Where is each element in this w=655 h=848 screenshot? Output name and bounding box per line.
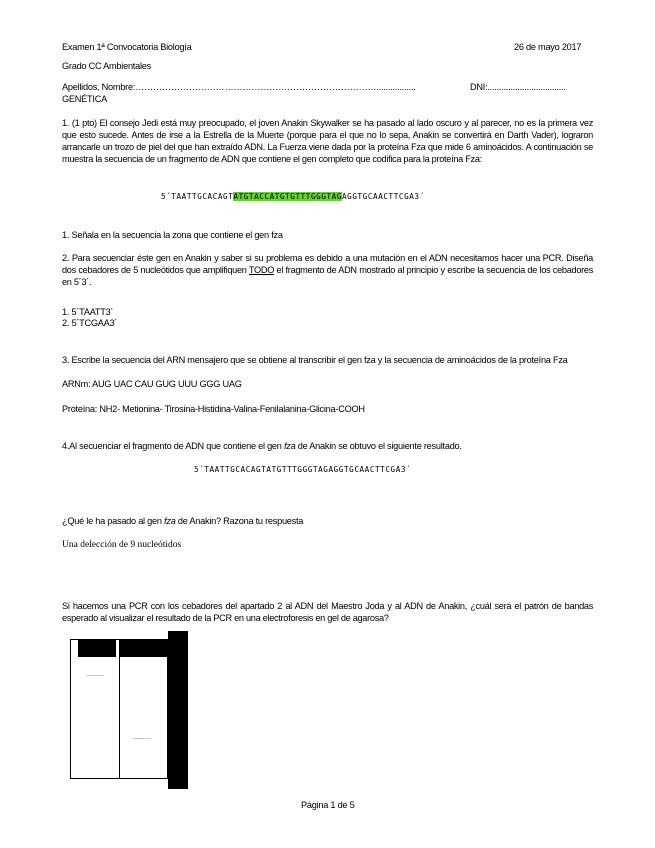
mrna-answer: ARNm: AUG UAC CAU GUG UUU GGG UAG	[62, 379, 242, 389]
exam-date: 26 de mayo 2017	[514, 42, 582, 52]
question-5-text: Si hacemos una PCR con los cebadores del apartado 2 al ADN del Maestro Joda y al ADN de Anakin, ¿cuál será el patrón de bandas esperado al visualizar el resultado de la PCR en una electroforesis en gel de agarosa?	[62, 601, 593, 623]
question-4-start: 4.Al secuenciar el fragmento de ADN que contiene el gen	[62, 441, 284, 451]
question-3-text: 3. Escribe la secuencia del ARN mensajero que se obtiene al transcribir el gen fza y la secuencia de aminoácidos de la proteína Fza	[62, 355, 568, 365]
question-1-prompt: 1. Señala en la secuencia la zona que contiene el gen fza	[62, 230, 283, 240]
sequence-start: 5´TAATTGCACAGT	[161, 192, 234, 201]
lane-divider	[119, 639, 120, 779]
primer-2: 2. 5´TCGAA3´	[62, 318, 118, 328]
answer-text: Una delección de 9 nucleótidos	[62, 540, 182, 550]
question-4b-end: de Anakin? Razona tu respuesta	[175, 516, 304, 526]
sequence-end: AGGTGCAACTTCGA3´	[342, 192, 425, 201]
dni-field-line: DNI:..................................	[470, 82, 566, 92]
question-4-text	[62, 440, 462, 452]
well-1	[78, 639, 116, 657]
primer-1: 1. 5´TAATT3´	[62, 307, 114, 317]
protein-answer: Proteína: NH2- Metionina- Tirosina-Histidina-Valina-Fenilalanina-Glicina-COOH	[62, 404, 365, 414]
underlined-word: TODO	[248, 265, 275, 275]
question-1-text: 1. (1 pto) El consejo Jedi está muy preocupado, el joven Anakin Skywalker se ha pasado al lado oscuro y al parecer, no es la primera vez que esto sucede. Antes de irse a la Estrella de la Muerte (porque para el que no lo sepa, Anakin se convertirá en Darth Vader), lograron arrancarle un trozo de piel del que han extraído ADN. La Fuerza viene dada por la proteína Fza que mide 6 aminoácidos. A continuación se muestra la secuencia de un fragmento de ADN que contiene el gen completo que codifica para la proteína Fza:	[62, 118, 593, 164]
question-4b-text	[62, 515, 303, 527]
mutated-sequence: 5´TAATTGCACAGTATGTTTGGGTAGAGGTGCAACTTCGA3´	[194, 465, 412, 474]
band-lane-1	[86, 675, 104, 676]
question-2-end: el fragmento de ADN mostrado al principio y escribe la secuencia de los cebadores en 5´3´.	[62, 265, 593, 287]
question-2-text	[62, 252, 593, 288]
well-2	[120, 639, 168, 657]
band-lane-2	[133, 738, 151, 739]
gene-name-2: fza	[164, 516, 176, 526]
gel-side-bar	[168, 631, 188, 789]
name-field-line: Apellidos, Nombre:……………………………………………………………………….................	[62, 82, 416, 92]
question-4-end: de Anakin se obtuvo el siguiente resultado.	[295, 441, 462, 451]
page-number: Página 1 de 5	[301, 800, 355, 810]
gene-name: fza	[283, 441, 296, 451]
degree-name: Grado CC Ambientales	[62, 61, 151, 71]
section-title: GENÉTICA	[62, 94, 107, 104]
question-2-start: 2. Para secuenciar éste gen en Anakin y saber si su problema es debido a una mutación en el ADN necesitamos hacer una PCR. Diseña dos cebadores de 5 nucleótidos que amplifiquen	[62, 253, 593, 275]
question-4b-start: ¿Qué le ha pasado al gen	[62, 516, 165, 526]
exam-title: Examen 1ª Convocatoria Biología	[62, 42, 192, 52]
gene-highlight: ATGTACCATGTGTTTGGGTAG	[233, 192, 343, 201]
dna-sequence	[161, 191, 425, 203]
